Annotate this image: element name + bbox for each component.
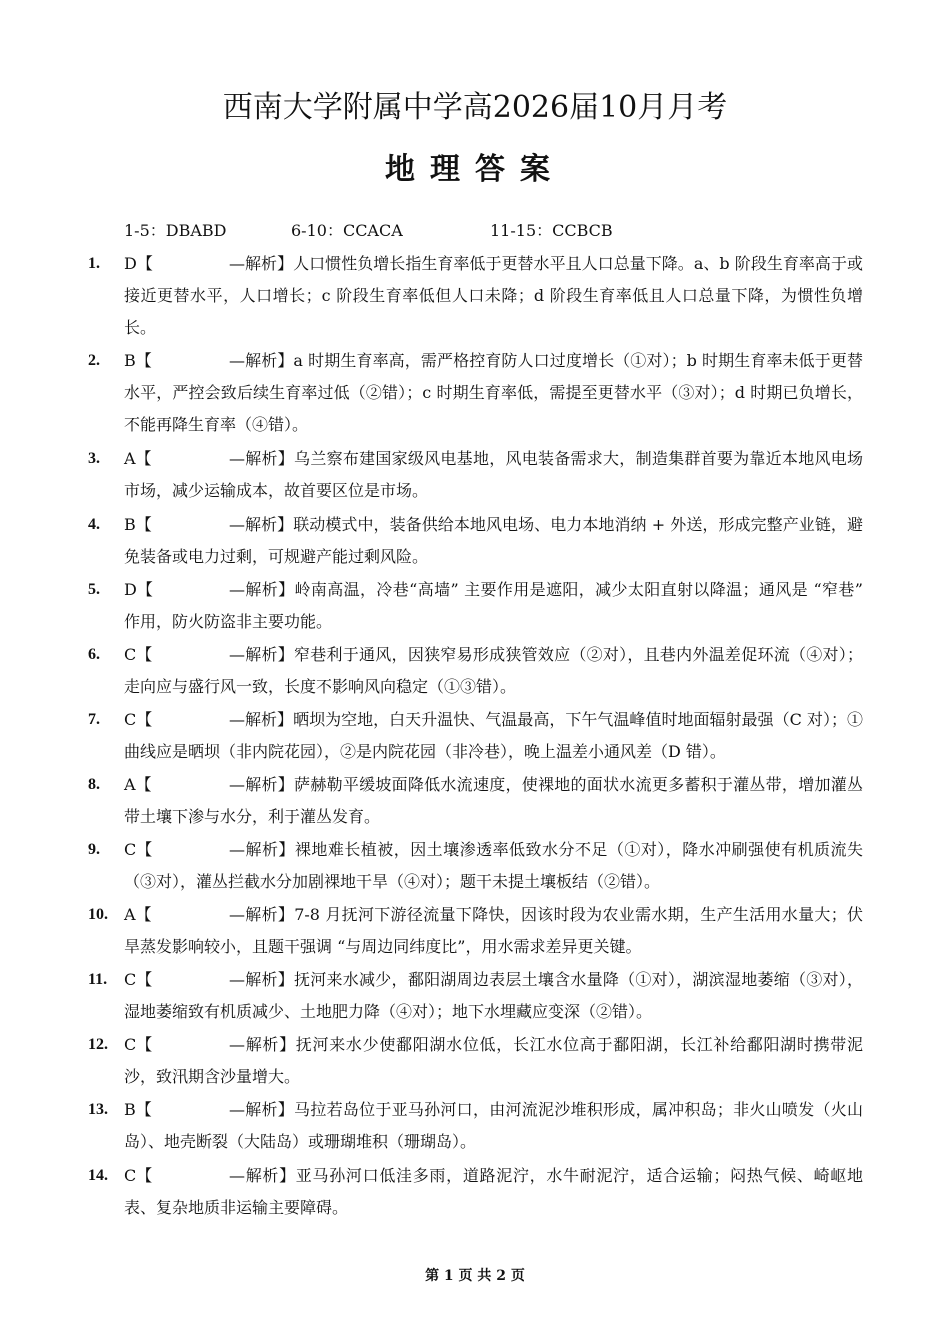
question-explanation: —解析】亚马孙河口低洼多雨，道路泥泞，水牛耐泥泞，适合运输；闷热气候、崎岖地表、复杂地质非运输主要障碍。 bbox=[124, 1166, 863, 1217]
question-7 bbox=[88, 704, 863, 768]
question-number: 5. bbox=[88, 581, 100, 598]
question-number: 3. bbox=[88, 450, 100, 467]
question-answer: C【 bbox=[124, 645, 153, 664]
question-10 bbox=[88, 899, 863, 963]
question-answer: A【 bbox=[124, 775, 152, 794]
question-5 bbox=[88, 574, 863, 638]
question-12 bbox=[88, 1029, 863, 1093]
question-4 bbox=[88, 509, 863, 573]
question-number: 11. bbox=[88, 971, 108, 988]
question-11 bbox=[88, 964, 863, 1028]
question-1 bbox=[88, 248, 863, 344]
question-explanation: —解析】岭南高温，冷巷“高墙” 主要作用是遮阳，减少太阳直射以降温；通风是 “窄巷” 作用，防火防盗非主要功能。 bbox=[124, 580, 863, 631]
question-number: 2. bbox=[88, 352, 100, 369]
answer-key-group: 6-10：CCACA bbox=[291, 221, 403, 240]
question-number: 9. bbox=[88, 841, 100, 858]
question-explanation: —解析】乌兰察布建国家级风电基地，风电装备需求大，制造集群首要为靠近本地风电场市场，减少运输成本，故首要区位是市场。 bbox=[124, 449, 863, 500]
page-subtitle: 地理答案 bbox=[385, 152, 565, 187]
question-answer: C【 bbox=[124, 710, 153, 729]
question-answer: A【 bbox=[124, 905, 152, 924]
question-6 bbox=[88, 639, 863, 703]
question-number: 1. bbox=[88, 255, 100, 272]
question-answer: C【 bbox=[124, 970, 153, 989]
question-answer: C【 bbox=[124, 1166, 153, 1185]
question-answer: B【 bbox=[124, 1100, 152, 1119]
question-number: 8. bbox=[88, 776, 100, 793]
question-answer: A【 bbox=[124, 449, 152, 468]
question-explanation: —解析】人口惯性负增长指生育率低于更替水平且人口总量下降。a、b 阶段生育率高于或接近更替水平，人口增长；c 阶段生育率低但人口未降；d 阶段生育率低且人口总量下降，为惯性负增长。 bbox=[124, 254, 863, 337]
question-9 bbox=[88, 834, 863, 898]
question-answer: D【 bbox=[124, 254, 153, 273]
answer-key-group: 1-5：DBABD bbox=[124, 221, 227, 240]
question-number: 7. bbox=[88, 711, 100, 728]
question-explanation: —解析】窄巷利于通风，因狭窄易形成狭管效应（②对），且巷内外温差促环流（④对）；走向应与盛行风一致，长度不影响风向稳定（①③错）。 bbox=[124, 645, 863, 696]
question-number: 13. bbox=[88, 1101, 108, 1118]
question-explanation: —解析】联动模式中，装备供给本地风电场、电力本地消纳 + 外送，形成完整产业链，避免装备或电力过剩，可规避产能过剩风险。 bbox=[124, 515, 863, 566]
question-answer: C【 bbox=[124, 1035, 153, 1054]
question-explanation: —解析】萨赫勒平缓坡面降低水流速度，使裸地的面状水流更多蓄积于灌丛带，增加灌丛带土壤下渗与水分，利于灌丛发育。 bbox=[124, 775, 863, 826]
question-3 bbox=[88, 443, 863, 507]
question-number: 14. bbox=[88, 1167, 108, 1184]
question-answer: B【 bbox=[124, 351, 152, 370]
question-explanation: —解析】裸地难长植被，因土壤渗透率低致水分不足（①对），降水冲刷强使有机质流失（③对），灌丛拦截水分加剧裸地干旱（④对）；题干未提土壤板结（②错）。 bbox=[124, 840, 863, 891]
question-8 bbox=[88, 769, 863, 833]
question-2 bbox=[88, 345, 863, 441]
question-explanation: —解析】7-8 月抚河下游径流量下降快，因该时段为农业需水期，生产生活用水量大；伏旱蒸发影响较小，且题干强调 “与周边同纬度比”，用水需求差异更关键。 bbox=[124, 905, 863, 956]
question-14 bbox=[88, 1160, 863, 1224]
question-number: 10. bbox=[88, 906, 108, 923]
question-explanation: —解析】a 时期生育率高，需严格控育防人口过度增长（①对）；b 时期生育率未低于更替水平，严控会致后续生育率过低（②错）；c 时期生育率低，需提至更替水平（③对）；d 时期已负增长，不能再降生育率（④错）。 bbox=[124, 351, 863, 434]
question-answer: B【 bbox=[124, 515, 152, 534]
page-title: 西南大学附属中学高2026届10月月考 bbox=[222, 90, 728, 125]
question-number: 4. bbox=[88, 516, 100, 533]
question-explanation: —解析】晒坝为空地，白天升温快、气温最高，下午气温峰值时地面辐射最强（C 对）；①曲线应是晒坝（非内院花园），②是内院花园（非冷巷），晚上温差小通风差（D 错）。 bbox=[124, 710, 863, 761]
question-explanation: —解析】马拉若岛位于亚马孙河口，由河流泥沙堆积形成，属冲积岛；非火山喷发（火山岛）、地壳断裂（大陆岛）或珊瑚堆积（珊瑚岛）。 bbox=[124, 1100, 863, 1151]
question-answer: C【 bbox=[124, 840, 153, 859]
page-footer: 第 1 页 共 2 页 bbox=[425, 1268, 525, 1284]
question-number: 6. bbox=[88, 646, 100, 663]
question-explanation: —解析】抚河来水减少，鄱阳湖周边表层土壤含水量降（①对），湖滨湿地萎缩（③对），湿地萎缩致有机质减少、土地肥力降（④对）；地下水埋藏应变深（②错）。 bbox=[124, 970, 863, 1021]
answer-key-group: 11-15：CCBCB bbox=[490, 221, 613, 240]
question-answer: D【 bbox=[124, 580, 153, 599]
question-number: 12. bbox=[88, 1036, 108, 1053]
question-explanation: —解析】抚河来水少使鄱阳湖水位低，长江水位高于鄱阳湖，长江补给鄱阳湖时携带泥沙，致汛期含沙量增大。 bbox=[124, 1035, 863, 1086]
question-13 bbox=[88, 1094, 863, 1158]
